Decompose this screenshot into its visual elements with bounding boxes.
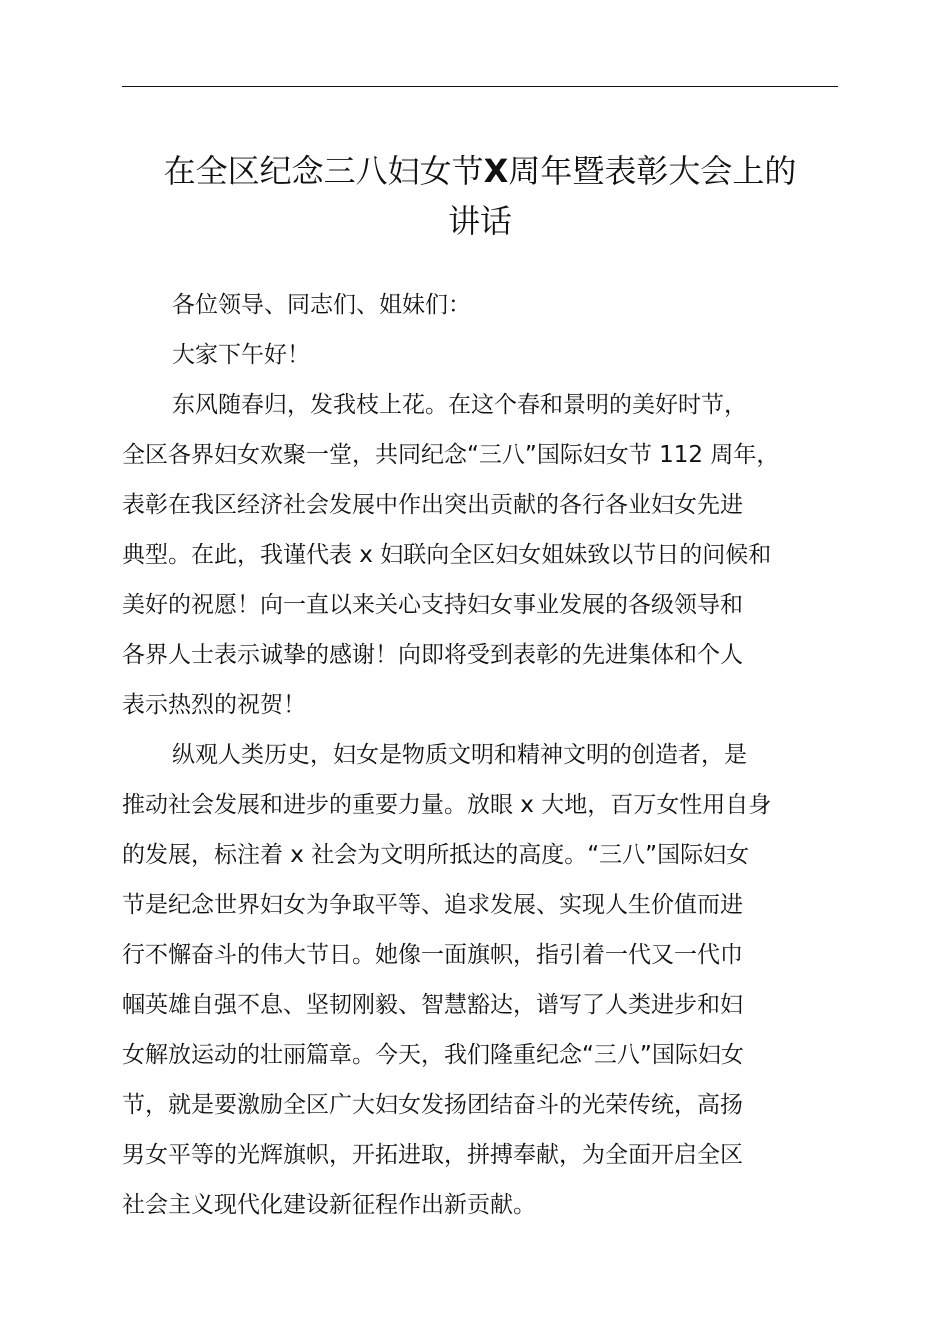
paragraph-2-line: 推动社会发展和进步的重要力量。放眼 x 大地，百万女性用自身 (122, 792, 772, 818)
paragraph-1-line: 表示热烈的祝贺！ (122, 692, 306, 718)
paragraph-2-line: 女解放运动的壮丽篇章。今天，我们隆重纪念“三八”国际妇女 (122, 1042, 744, 1068)
title-line-1-part-b: 周年暨表彰大会上的 (508, 152, 797, 190)
header-rule (122, 86, 838, 87)
document-title (100, 146, 860, 246)
document-body (122, 280, 848, 1230)
paragraph-1 (122, 380, 848, 730)
paragraph-1-line: 美好的祝愿！向一直以来关心支持妇女事业发展的各级领导和 (122, 592, 743, 618)
title-line-1-part-a: 在全区纪念三八妇女节 (163, 152, 484, 190)
paragraph-2-line: 节，就是要激励全区广大妇女发扬团结奋斗的光荣传统，高扬 (122, 1092, 743, 1118)
paragraph-1-line: 各界人士表示诚挚的感谢！向即将受到表彰的先进集体和个人 (122, 642, 743, 668)
paragraph-2-line: 帼英雄自强不息、坚韧刚毅、智慧豁达，谱写了人类进步和妇 (122, 992, 743, 1018)
greeting: 各位领导、同志们、姐妹们： (172, 292, 471, 318)
paragraph-2-line: 行不懈奋斗的伟大节日。她像一面旗帜，指引着一代又一代巾 (122, 942, 743, 968)
paragraph-2-line: 男女平等的光辉旗帜，开拓进取，拼搏奉献，为全面开启全区 (122, 1142, 743, 1168)
title-line-2: 讲话 (447, 202, 512, 240)
title-line-1-x: X (483, 152, 509, 190)
title-line-1 (100, 146, 860, 196)
paragraph-2-line: 节是纪念世界妇女为争取平等、追求发展、实现人生价值而进 (122, 892, 743, 918)
paragraph-2-line: 的发展，标注着 x 社会为文明所抵达的高度。“三八”国际妇女 (122, 842, 750, 868)
paragraph-2 (122, 730, 848, 1230)
paragraph-1-line: 东风随春归，发我枝上花。在这个春和景明的美好时节， (172, 392, 747, 418)
salutation: 大家下午好！ (172, 342, 310, 368)
paragraph-2-line: 社会主义现代化建设新征程作出新贡献。 (122, 1192, 536, 1218)
paragraph-2-line: 纵观人类历史，妇女是物质文明和精神文明的创造者，是 (172, 742, 747, 768)
paragraph-1-line: 表彰在我区经济社会发展中作出突出贡献的各行各业妇女先进 (122, 492, 743, 518)
paragraph-1-line: 典型。在此，我谨代表 x 妇联向全区妇女姐妹致以节日的问候和 (122, 542, 772, 568)
paragraph-1-line: 全区各界妇女欢聚一堂，共同纪念“三八”国际妇女节 112 周年， (122, 442, 780, 468)
